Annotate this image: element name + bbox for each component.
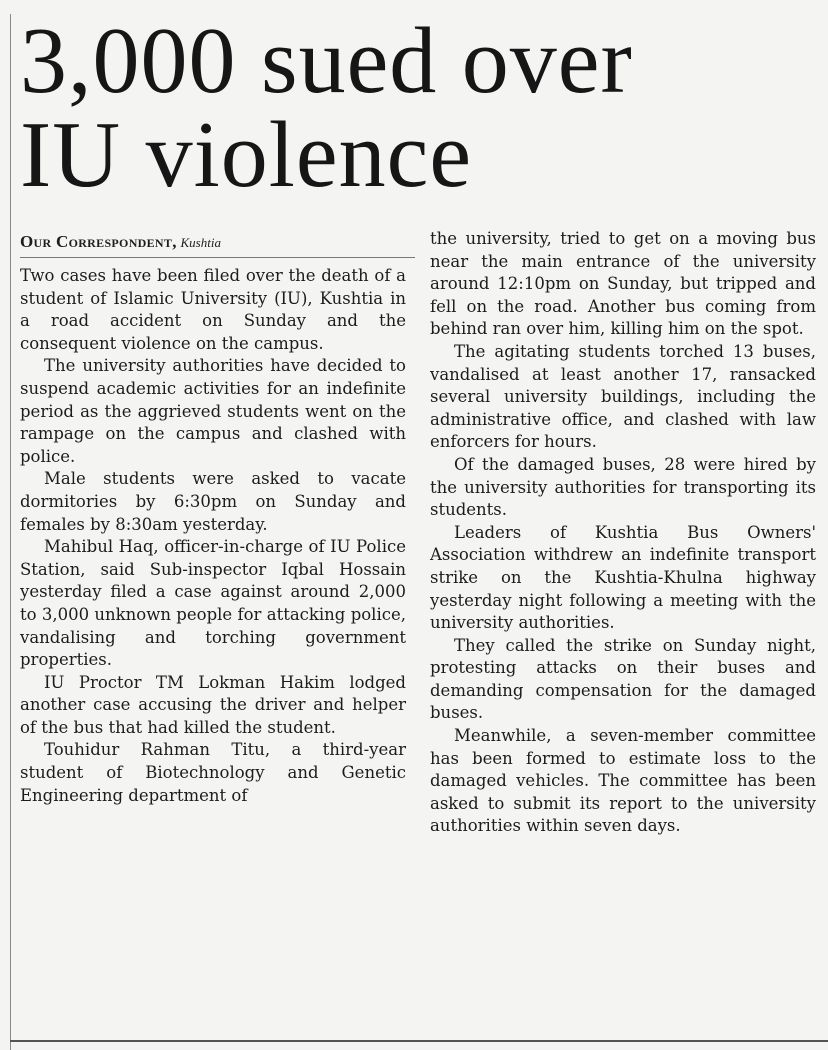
paragraph: They called the strike on Sunday night, protesting attacks on their buses and demanding compensation for the damaged buses. [430, 635, 816, 723]
paragraph: the university, tried to get on a moving bus near the main entrance of the university around 12:10pm on Sunday, but tripped and fell on the road. Another bus coming from behind ran over him, killing him on the spot. [430, 229, 816, 339]
article-column-right [430, 228, 816, 838]
paragraph: Of the damaged buses, 28 were hired by the university authorities for transporting its students. [430, 454, 816, 520]
paragraph: Touhidur Rahman Titu, a third-year student of Biotechnology and Genetic Engineering department of [20, 740, 406, 805]
headline-line-1: 3,000 sued over [20, 9, 633, 113]
bottom-rule [10, 1040, 828, 1042]
byline [20, 232, 415, 252]
paragraph: Two cases have been filed over the death of a student of Islamic University (IU), Kushtia in a road accident on Sunday and the consequent violence on the campus. [20, 266, 406, 353]
paragraph: Leaders of Kushtia Bus Owners' Association withdrew an indefinite transport strike on the Kushtia-Khulna highway yesterday night following a meeting with the university authorities. [430, 522, 816, 633]
paragraph: Meanwhile, a seven-member committee has been formed to estimate loss to the damaged vehicles. The committee has been asked to submit its report to the university authorities within seven days. [430, 726, 816, 836]
headline-line-2: IU violence [20, 103, 473, 207]
article-headline [20, 9, 820, 207]
byline-name: Our Correspondent, [20, 232, 177, 251]
paragraph: Mahibul Haq, officer-in-charge of IU Police Station, said Sub-inspector Iqbal Hossain yesterday filed a case against around 2,000 to 3,000 unknown people for attacking police, vandalising and torching government properties. [20, 537, 406, 670]
paragraph: The agitating students torched 13 buses, vandalised at least another 17, ransacked several university buildings, including the administrative office, and clashed with law enforcers for hours. [430, 341, 816, 452]
paragraph: The university authorities have decided to suspend academic activities for an indefinite period as the aggrieved students went on the rampage on the campus and clashed with police. [20, 356, 406, 466]
paragraph: Male students were asked to vacate dormitories by 6:30pm on Sunday and females by 8:30am yesterday. [20, 469, 406, 534]
paragraph: IU Proctor TM Lokman Hakim lodged another case accusing the driver and helper of the bus that had killed the student. [20, 672, 406, 737]
left-column-rule [10, 14, 11, 1050]
byline-divider [20, 257, 415, 258]
byline-place: Kushtia [180, 235, 221, 250]
article-column-left [20, 265, 406, 807]
